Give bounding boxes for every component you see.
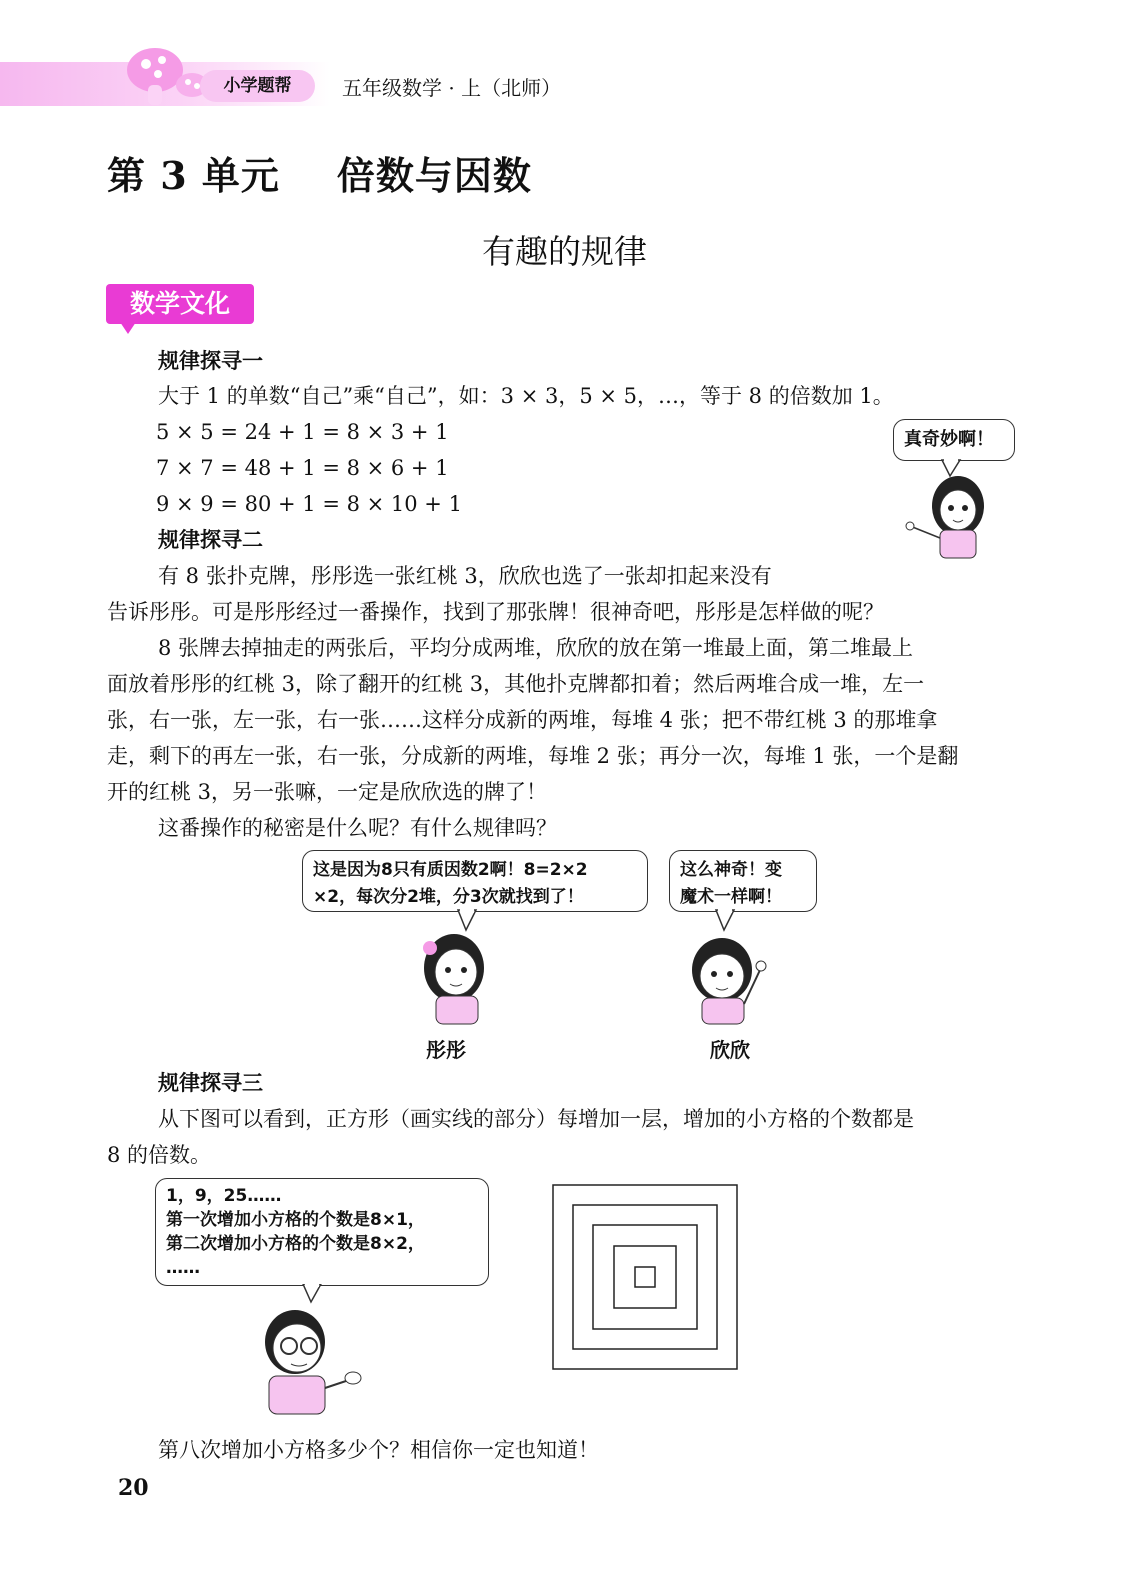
part2-question: 这番操作的秘密是什么呢？有什么规律吗？ <box>158 816 557 840</box>
part2-line-2: 告诉彤彤。可是彤彤经过一番操作，找到了那张牌！很神奇吧，彤彤是怎样做的呢？ <box>107 600 884 624</box>
tongtong-bubble <box>302 850 648 912</box>
section-tag-tail <box>120 322 136 334</box>
part3-question: 第八次增加小方格多少个？相信你一定也知道！ <box>158 1438 599 1462</box>
part2-heading: 规律探寻二 <box>158 528 263 552</box>
xinxin-bubble-line-1: 这么神奇！变 <box>680 860 782 880</box>
tongtong-bubble-line-2: ×2，每次分2堆，分3次就找到了！ <box>313 887 584 907</box>
part2-line-7: 开的红桃 3，另一张嘛，一定是欣欣选的牌了！ <box>107 780 548 804</box>
xinxin-illustration <box>680 908 780 1028</box>
page-number: 20 <box>118 1475 149 1501</box>
part3-line-1: 从下图可以看到，正方形（画实线的部分）每增加一层，增加的小方格的个数都是 <box>158 1107 914 1131</box>
name-tongtong: 彤彤 <box>426 1038 466 1062</box>
part2-line-5: 张，右一张，左一张，右一张……这样分成新的两堆，每堆 4 张；把不带红桃 3 的那堆拿 <box>107 708 938 732</box>
xinxin-bubble-line-2: 魔术一样啊！ <box>680 887 782 907</box>
series-label: 小学题帮 <box>200 70 315 102</box>
equation-1: 5 × 5 = 24 + 1 = 8 × 3 + 1 <box>156 420 449 444</box>
part2-line-4: 面放着彤彤的红桃 3，除了翻开的红桃 3，其他扑克牌都扣着；然后两堆合成一堆，左一 <box>107 672 925 696</box>
part1-heading: 规律探寻一 <box>158 349 263 373</box>
name-xinxin: 欣欣 <box>710 1038 750 1062</box>
nested-squares-diagram <box>552 1184 740 1372</box>
boy-bubble-line-4: …… <box>166 1258 200 1278</box>
xinxin-bubble <box>669 850 817 912</box>
boy-illustration <box>255 1284 370 1422</box>
boy-bubble-line-2: 第一次增加小方格的个数是8×1， <box>166 1210 425 1230</box>
part2-line-6: 走，剩下的再左一张，右一张，分成新的两堆，每堆 2 张；再分一次，每堆 1 张，一个是翻 <box>107 744 959 768</box>
part1-intro: 大于 1 的单数“自己”乘“自己”，如：3 × 3，5 × 5，…，等于 8 的倍数加 1。 <box>158 384 894 408</box>
girl-illustration-1 <box>900 456 1010 560</box>
unit-title: 第 3 单元 倍数与因数 <box>107 153 532 198</box>
part3-heading: 规律探寻三 <box>158 1071 263 1095</box>
equation-2: 7 × 7 = 48 + 1 = 8 × 6 + 1 <box>156 456 449 480</box>
equation-3: 9 × 9 = 80 + 1 = 8 × 10 + 1 <box>156 492 462 516</box>
lesson-title: 有趣的规律 <box>482 232 647 271</box>
part2-line-3: 8 张牌去掉抽走的两张后，平均分成两堆，欣欣的放在第一堆最上面，第二堆最上 <box>158 636 914 660</box>
section-tag: 数学文化 <box>106 284 254 324</box>
tongtong-illustration <box>410 908 500 1028</box>
boy-bubble <box>155 1178 489 1286</box>
book-title: 五年级数学 · 上（北师） <box>342 76 562 100</box>
boy-bubble-line-3: 第二次增加小方格的个数是8×2， <box>166 1234 425 1254</box>
boy-bubble-line-1: 1，9，25…… <box>166 1186 282 1206</box>
tongtong-bubble-line-1: 这是因为8只有质因数2啊！8=2×2 <box>313 860 588 880</box>
part2-line-1: 有 8 张扑克牌，彤彤选一张红桃 3，欣欣也选了一张却扣起来没有 <box>158 564 772 588</box>
girl-bubble-1: 真奇妙啊！ <box>893 419 1015 461</box>
part3-line-2: 8 的倍数。 <box>107 1143 212 1167</box>
